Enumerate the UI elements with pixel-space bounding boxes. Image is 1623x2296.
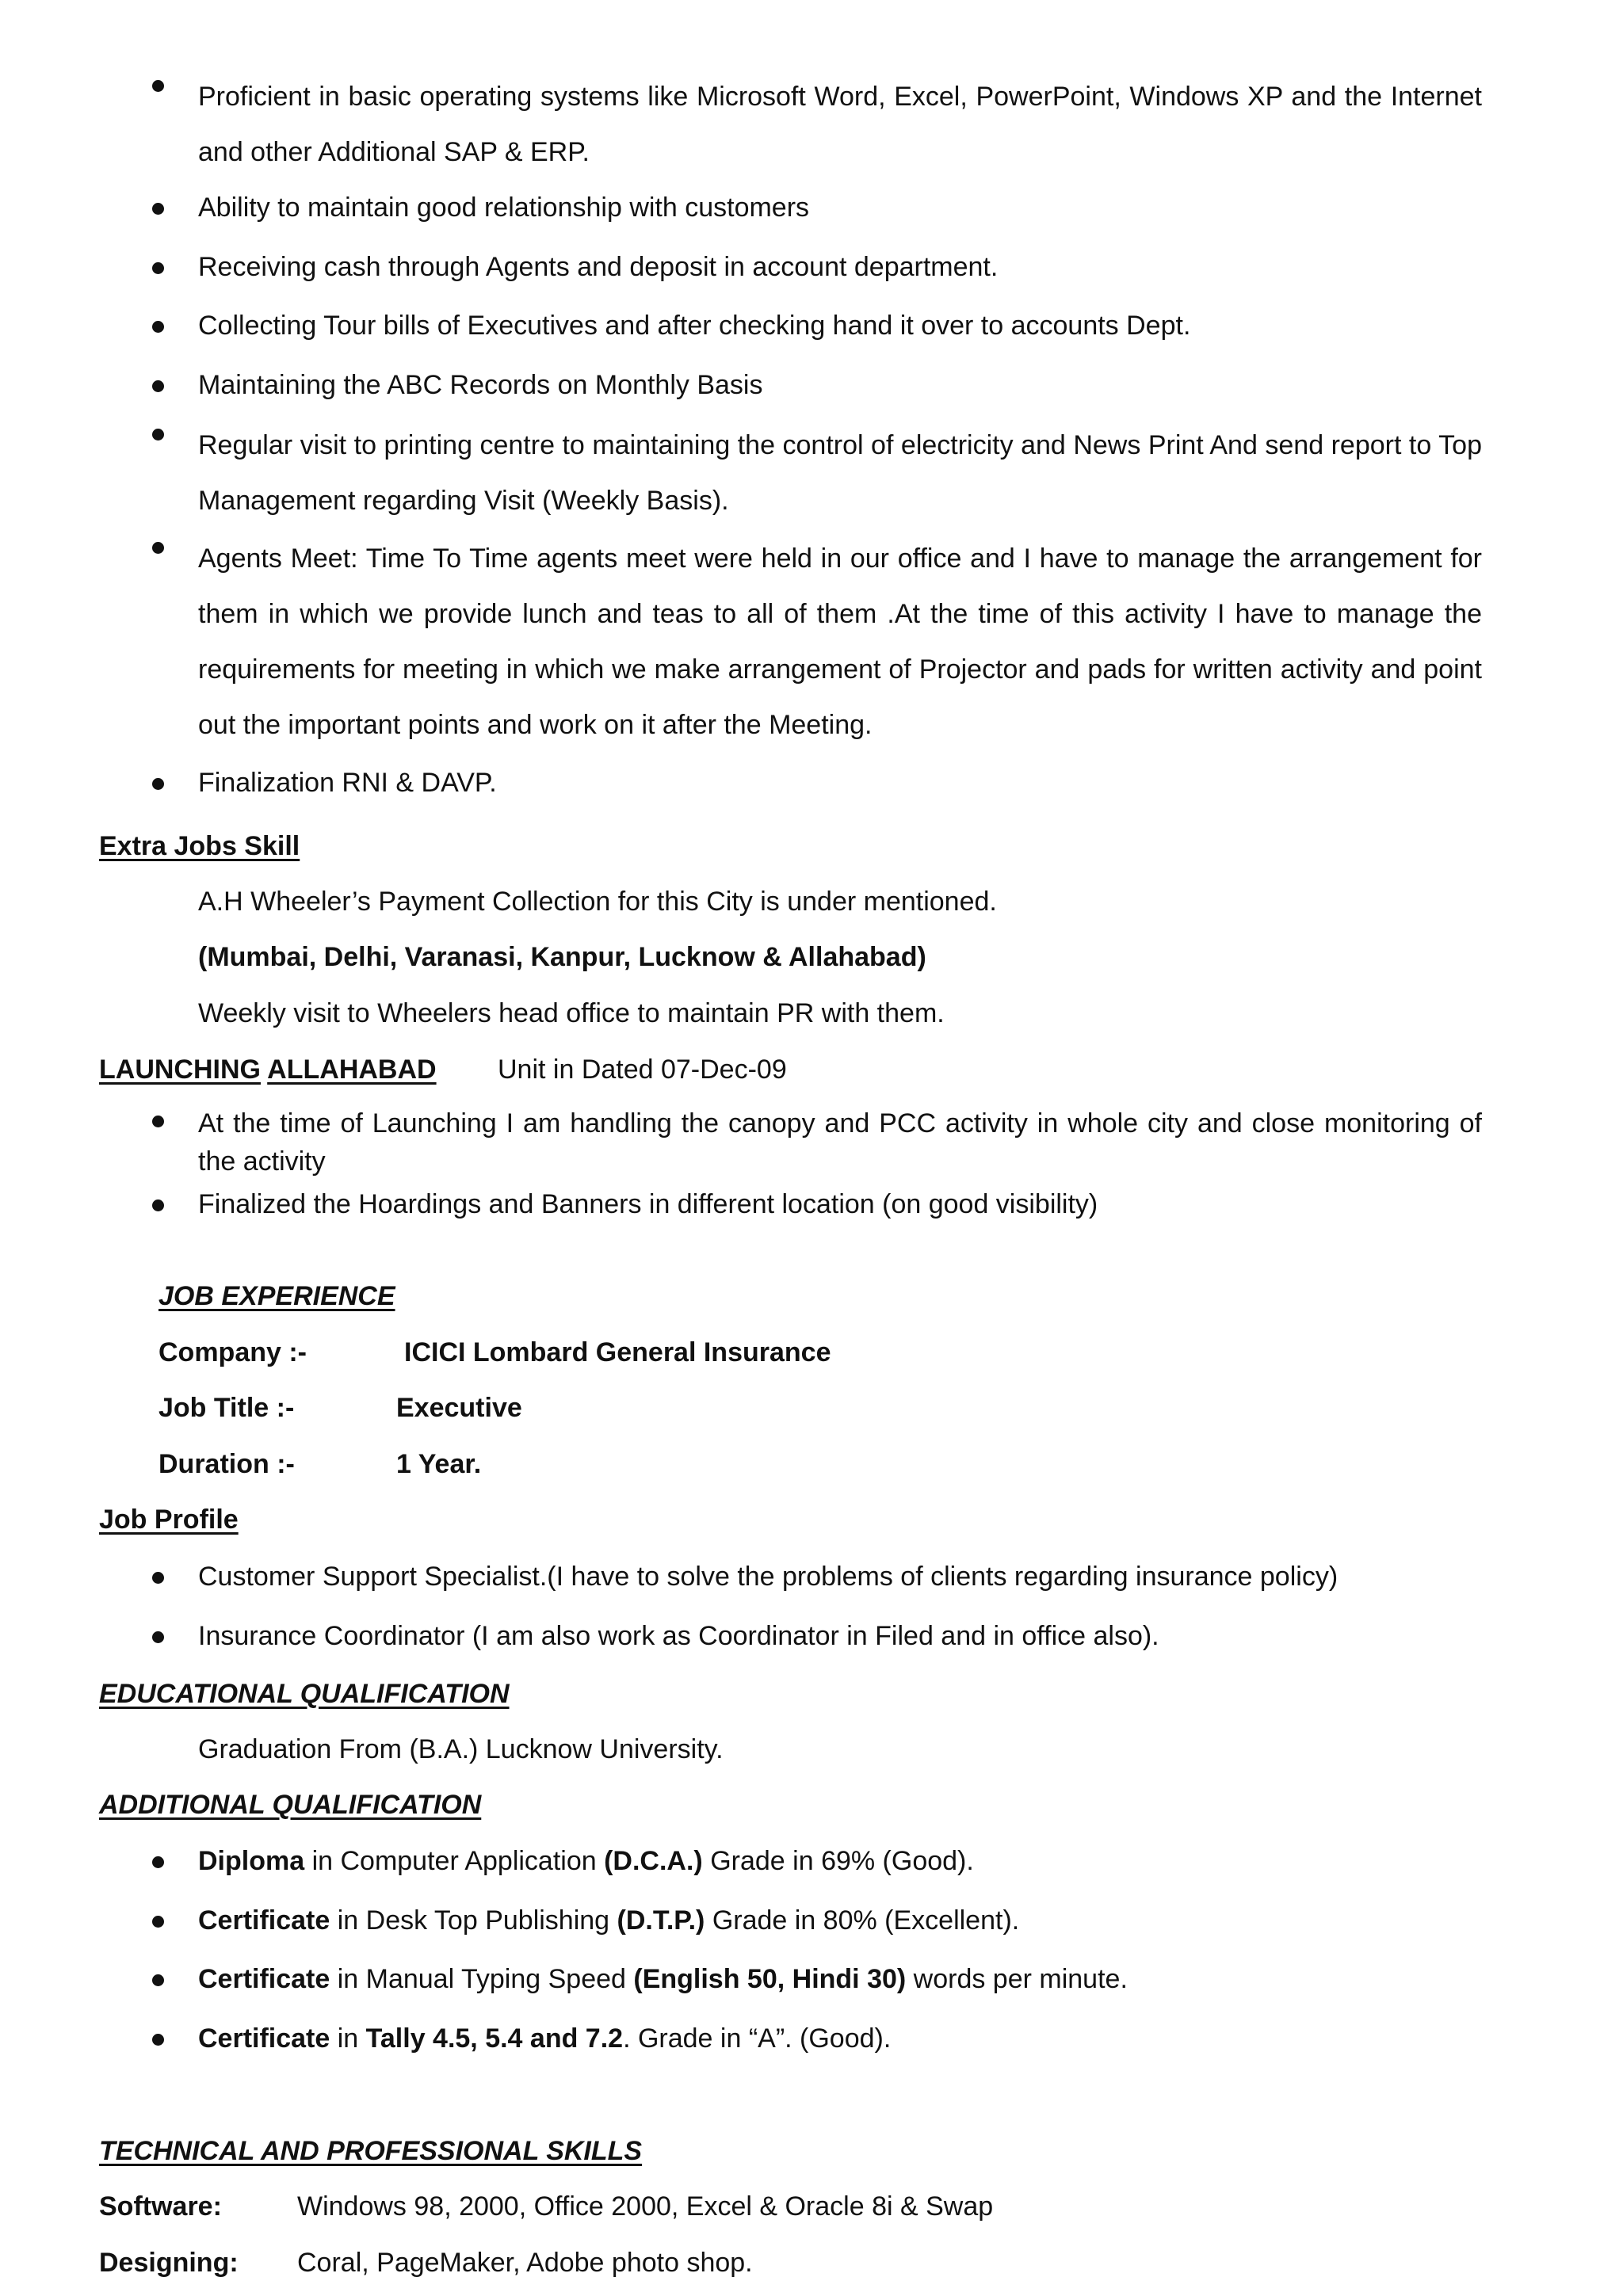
- list-item: Certificate in Tally 4.5, 5.4 and 7.2. Grade in “A”. (Good).: [198, 2023, 1482, 2055]
- list-item: Finalization RNI & DAVP.: [198, 767, 1482, 799]
- launching-label: LAUNCHING: [99, 1055, 261, 1085]
- designing-value: Coral, PageMaker, Adobe photo shop.: [297, 2248, 753, 2278]
- software-label: Software:: [99, 2191, 222, 2222]
- launching-unit: Unit in Dated 07-Dec-09: [498, 1055, 787, 1085]
- software-value: Windows 98, 2000, Office 2000, Excel & Oracle 8i & Swap: [297, 2191, 994, 2222]
- extra-jobs-heading: Extra Jobs Skill: [99, 831, 300, 861]
- list-item: Diploma in Computer Application (D.C.A.) Grade in 69% (Good).: [198, 1845, 1482, 1878]
- list-item: At the time of Launching I am handling the canopy and PCC activity in whole city and close monitoring of the activity: [198, 1104, 1482, 1180]
- list-item: Proficient in basic operating systems like Microsoft Word, Excel, PowerPoint, Windows XP and the Internet and other Additional SAP & ERP.: [198, 69, 1482, 180]
- launching-heading: [99, 1054, 443, 1086]
- designing-label: Designing:: [99, 2248, 239, 2278]
- education-text: Graduation From (B.A.) Lucknow University.: [198, 1734, 724, 1764]
- list-item: Receiving cash through Agents and deposit in account department.: [198, 251, 1482, 284]
- duration-label: Duration :-: [158, 1449, 295, 1479]
- list-item: Finalized the Hoardings and Banners in different location (on good visibility): [198, 1188, 1482, 1221]
- job-profile-heading: Job Profile: [99, 1505, 239, 1535]
- list-item: Certificate in Manual Typing Speed (English 50, Hindi 30) words per minute.: [198, 1963, 1482, 1996]
- list-item: Customer Support Specialist.(I have to solve the problems of clients regarding insurance policy): [198, 1561, 1482, 1593]
- extra-jobs-cities: (Mumbai, Delhi, Varanasi, Kanpur, Lucknow & Allahabad): [198, 942, 926, 972]
- job-experience-heading: JOB EXPERIENCE: [158, 1281, 395, 1311]
- extra-jobs-line: A.H Wheeler’s Payment Collection for this City is under mentioned.: [198, 887, 997, 917]
- job-title-value: Executive: [396, 1393, 522, 1423]
- list-item: Regular visit to printing centre to maintaining the control of electricity and News Print And send report to Top Management regarding Visit (Weekly Basis).: [198, 418, 1482, 528]
- technical-skills-heading: TECHNICAL AND PROFESSIONAL SKILLS: [99, 2136, 643, 2166]
- launching-city: ALLAHABAD: [267, 1055, 437, 1085]
- duration-value: 1 Year.: [396, 1449, 482, 1479]
- list-item: Maintaining the ABC Records on Monthly Basis: [198, 369, 1482, 402]
- list-item: Collecting Tour bills of Executives and after checking hand it over to accounts Dept.: [198, 310, 1482, 342]
- additional-qualification-heading: ADDITIONAL QUALIFICATION: [99, 1790, 482, 1820]
- education-heading: EDUCATIONAL QUALIFICATION: [99, 1679, 510, 1709]
- company-value: ICICI Lombard General Insurance: [404, 1337, 831, 1367]
- list-item: Certificate in Desk Top Publishing (D.T.P.) Grade in 80% (Excellent).: [198, 1905, 1482, 1937]
- list-item: Insurance Coordinator (I am also work as Coordinator in Filed and in office also).: [198, 1620, 1482, 1653]
- extra-jobs-line: Weekly visit to Wheelers head office to maintain PR with them.: [198, 998, 945, 1028]
- job-title-label: Job Title :-: [158, 1393, 295, 1423]
- company-label: Company :-: [158, 1337, 307, 1367]
- list-item: Ability to maintain good relationship with customers: [198, 192, 1482, 224]
- list-item: Agents Meet: Time To Time agents meet were held in our office and I have to manage the arrangement for them in which we provide lunch and teas to all of them .At the time of this activity I have to manage the requirements for meeting in which we make arrangement of Projector and pads for written activity and point out the important points and work on it after the Meeting.: [198, 531, 1482, 753]
